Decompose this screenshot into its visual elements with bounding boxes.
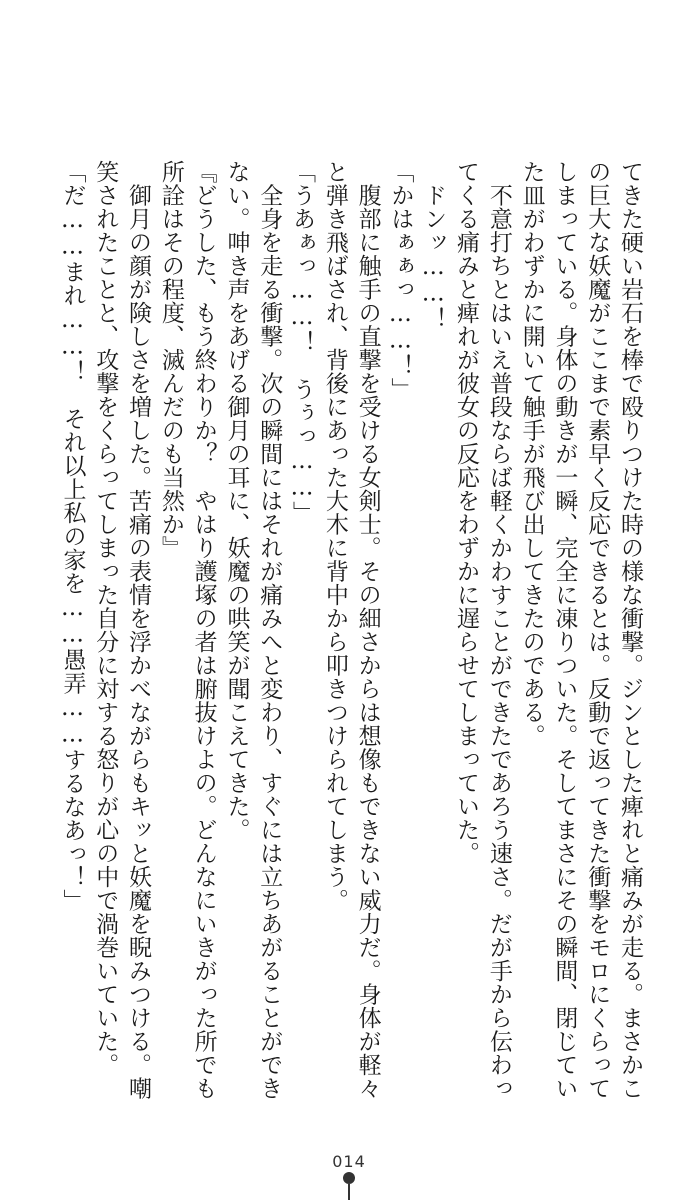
vertical-text-body [56,160,646,1100]
text-line: ない。呻き声をあげる御月の耳に、妖魔の哄笑が聞こえてきた。 [223,160,250,842]
text-line: の巨大な妖魔がここまで素早く反応できるとは。反動で返ってきた衝撃をモロにくらって [584,160,611,1100]
text-line: た皿がわずかに開いて触手が飛び出してきたのである。 [518,160,545,748]
page-number: 014 [332,1152,366,1171]
text-line: 御月の顔が険しさを増した。苦痛の表情を浮かべながらもキッと妖魔を睨みつける。嘲 [125,160,152,1100]
text-line: 笑されたことと、攻撃をくらってしまった自分に対する怒りが心の中で渦巻いていた。 [92,160,119,1077]
text-line: しまっている。身体の動きが一瞬、完全に凍りついた。そしてまさにその瞬間、閉じてい [551,160,578,1100]
text-line: てくる痛みと痺れが彼女の反応をわずかに遅らせてしまっていた。 [453,160,480,865]
text-line: 腹部に触手の直撃を受ける女剣士。その細さからは想像もできない威力だ。身体が軽々 [354,160,381,1100]
text-line: 所詮はその程度、滅んだのも当然か』 [157,160,184,560]
text-line: 不意打ちとはいえ普段ならば軽くかわすことができたであろう速さ。だが手から伝わっ [485,160,512,1100]
page-marker-icon [343,1172,355,1200]
text-line: 「うあぁっ……！ うぅっ……」 [289,160,316,525]
page-footer [0,1152,698,1171]
text-line: と弾き飛ばされ、背後にあった大木に背中から叩きつけられてしまう。 [321,160,348,912]
text-line: 『どうした、もう終わりか？ やはり護塚の者は腑抜けよの。どんなにいきがった所でも [190,160,217,1100]
text-line: てきた硬い岩石を棒で殴りつけた時の様な衝撃。ジンとした痺れと痛みが走る。まさかこ [617,160,643,1100]
marker-stem [348,1184,350,1200]
text-line: 「かはぁぁっ……！」 [387,160,414,401]
marker-dot [343,1172,355,1184]
text-line: 「だ……まれ……！ それ以上私の家を……愚弄……するなあっ！」 [59,160,86,913]
text-line: 全身を走る衝撃。次の瞬間にはそれが痛みへと変わり、すぐには立ちあがることができ [256,160,283,1100]
text-line: ドンッ……！ [420,160,447,331]
